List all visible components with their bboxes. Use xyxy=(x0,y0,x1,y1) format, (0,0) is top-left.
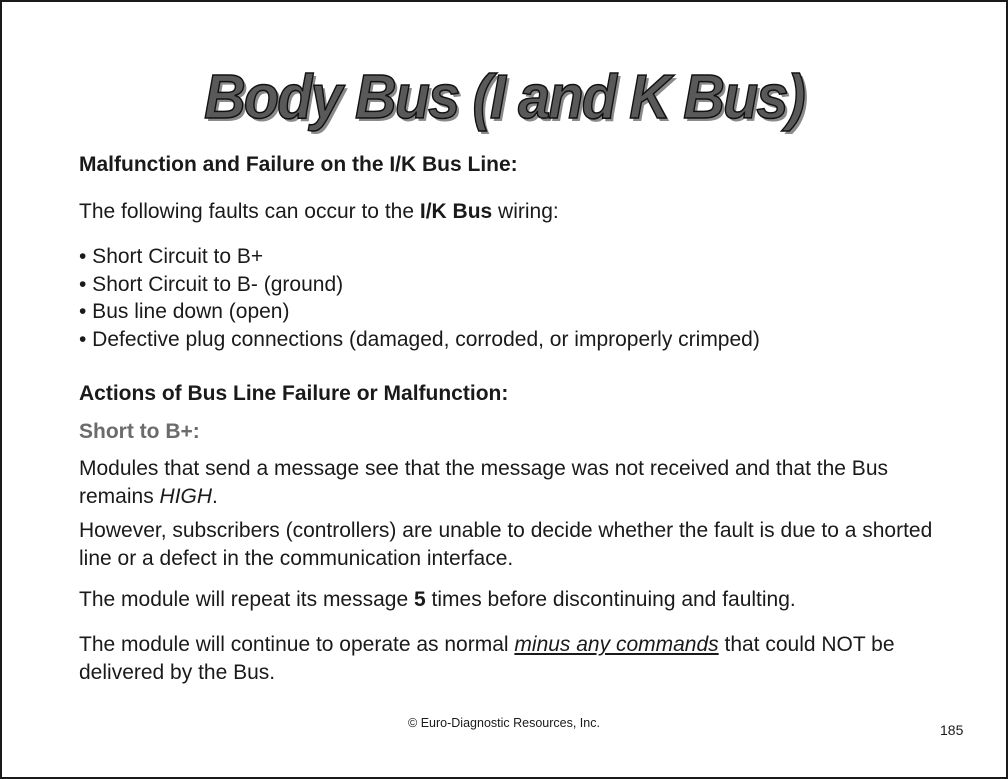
list-item: • Short Circuit to B+ xyxy=(79,245,264,268)
paragraph-subscribers: However, subscribers (controllers) are unable to decide whether the fault is due to a shorted line or a defect in the communication interface. xyxy=(79,519,933,570)
p1-text-italic: HIGH xyxy=(159,485,213,508)
p3-text-post: times before discontinuing and faulting. xyxy=(425,588,796,611)
page-title: Body Bus (I and K Bus) xyxy=(204,63,804,132)
p3-text-bold: 5 xyxy=(414,588,426,611)
copyright-footer: © Euro-Diagnostic Resources, Inc. xyxy=(408,716,600,730)
paragraph-repeat-message xyxy=(79,586,949,614)
p1-text-pre: Modules that send a message see that the message was not received and that the Bus remains xyxy=(79,457,888,508)
intro-text-bold: I/K Bus xyxy=(419,200,493,223)
page-number: 185 xyxy=(940,722,964,738)
p4-text-post: that could NOT be delivered by the Bus. xyxy=(79,633,895,684)
fault-list xyxy=(79,243,949,353)
list-item: • Bus line down (open) xyxy=(79,300,290,323)
p1-text-post: . xyxy=(212,485,218,508)
paragraph-message-not-received xyxy=(79,455,949,511)
paragraph-continue-operate xyxy=(79,631,909,687)
intro-paragraph xyxy=(79,198,949,226)
p3-text-pre: The module will repeat its message xyxy=(79,588,414,611)
intro-text-pre: The following faults can occur to the xyxy=(79,200,420,223)
content-area xyxy=(79,152,949,687)
list-item: • Defective plug connections (damaged, corroded, or improperly crimped) xyxy=(79,327,760,351)
section-heading-malfunction: Malfunction and Failure on the I/K Bus Line: xyxy=(79,153,518,176)
list-item: • Short Circuit to B- (ground) xyxy=(79,272,344,296)
p4-text-underline: minus any commands xyxy=(514,633,719,656)
intro-text-post: wiring: xyxy=(492,200,559,223)
section-heading-actions: Actions of Bus Line Failure or Malfunction: xyxy=(79,382,509,405)
p4-text-pre: The module will continue to operate as normal xyxy=(79,633,515,656)
subheading-short-to-b-plus: Short to B+: xyxy=(79,420,200,443)
